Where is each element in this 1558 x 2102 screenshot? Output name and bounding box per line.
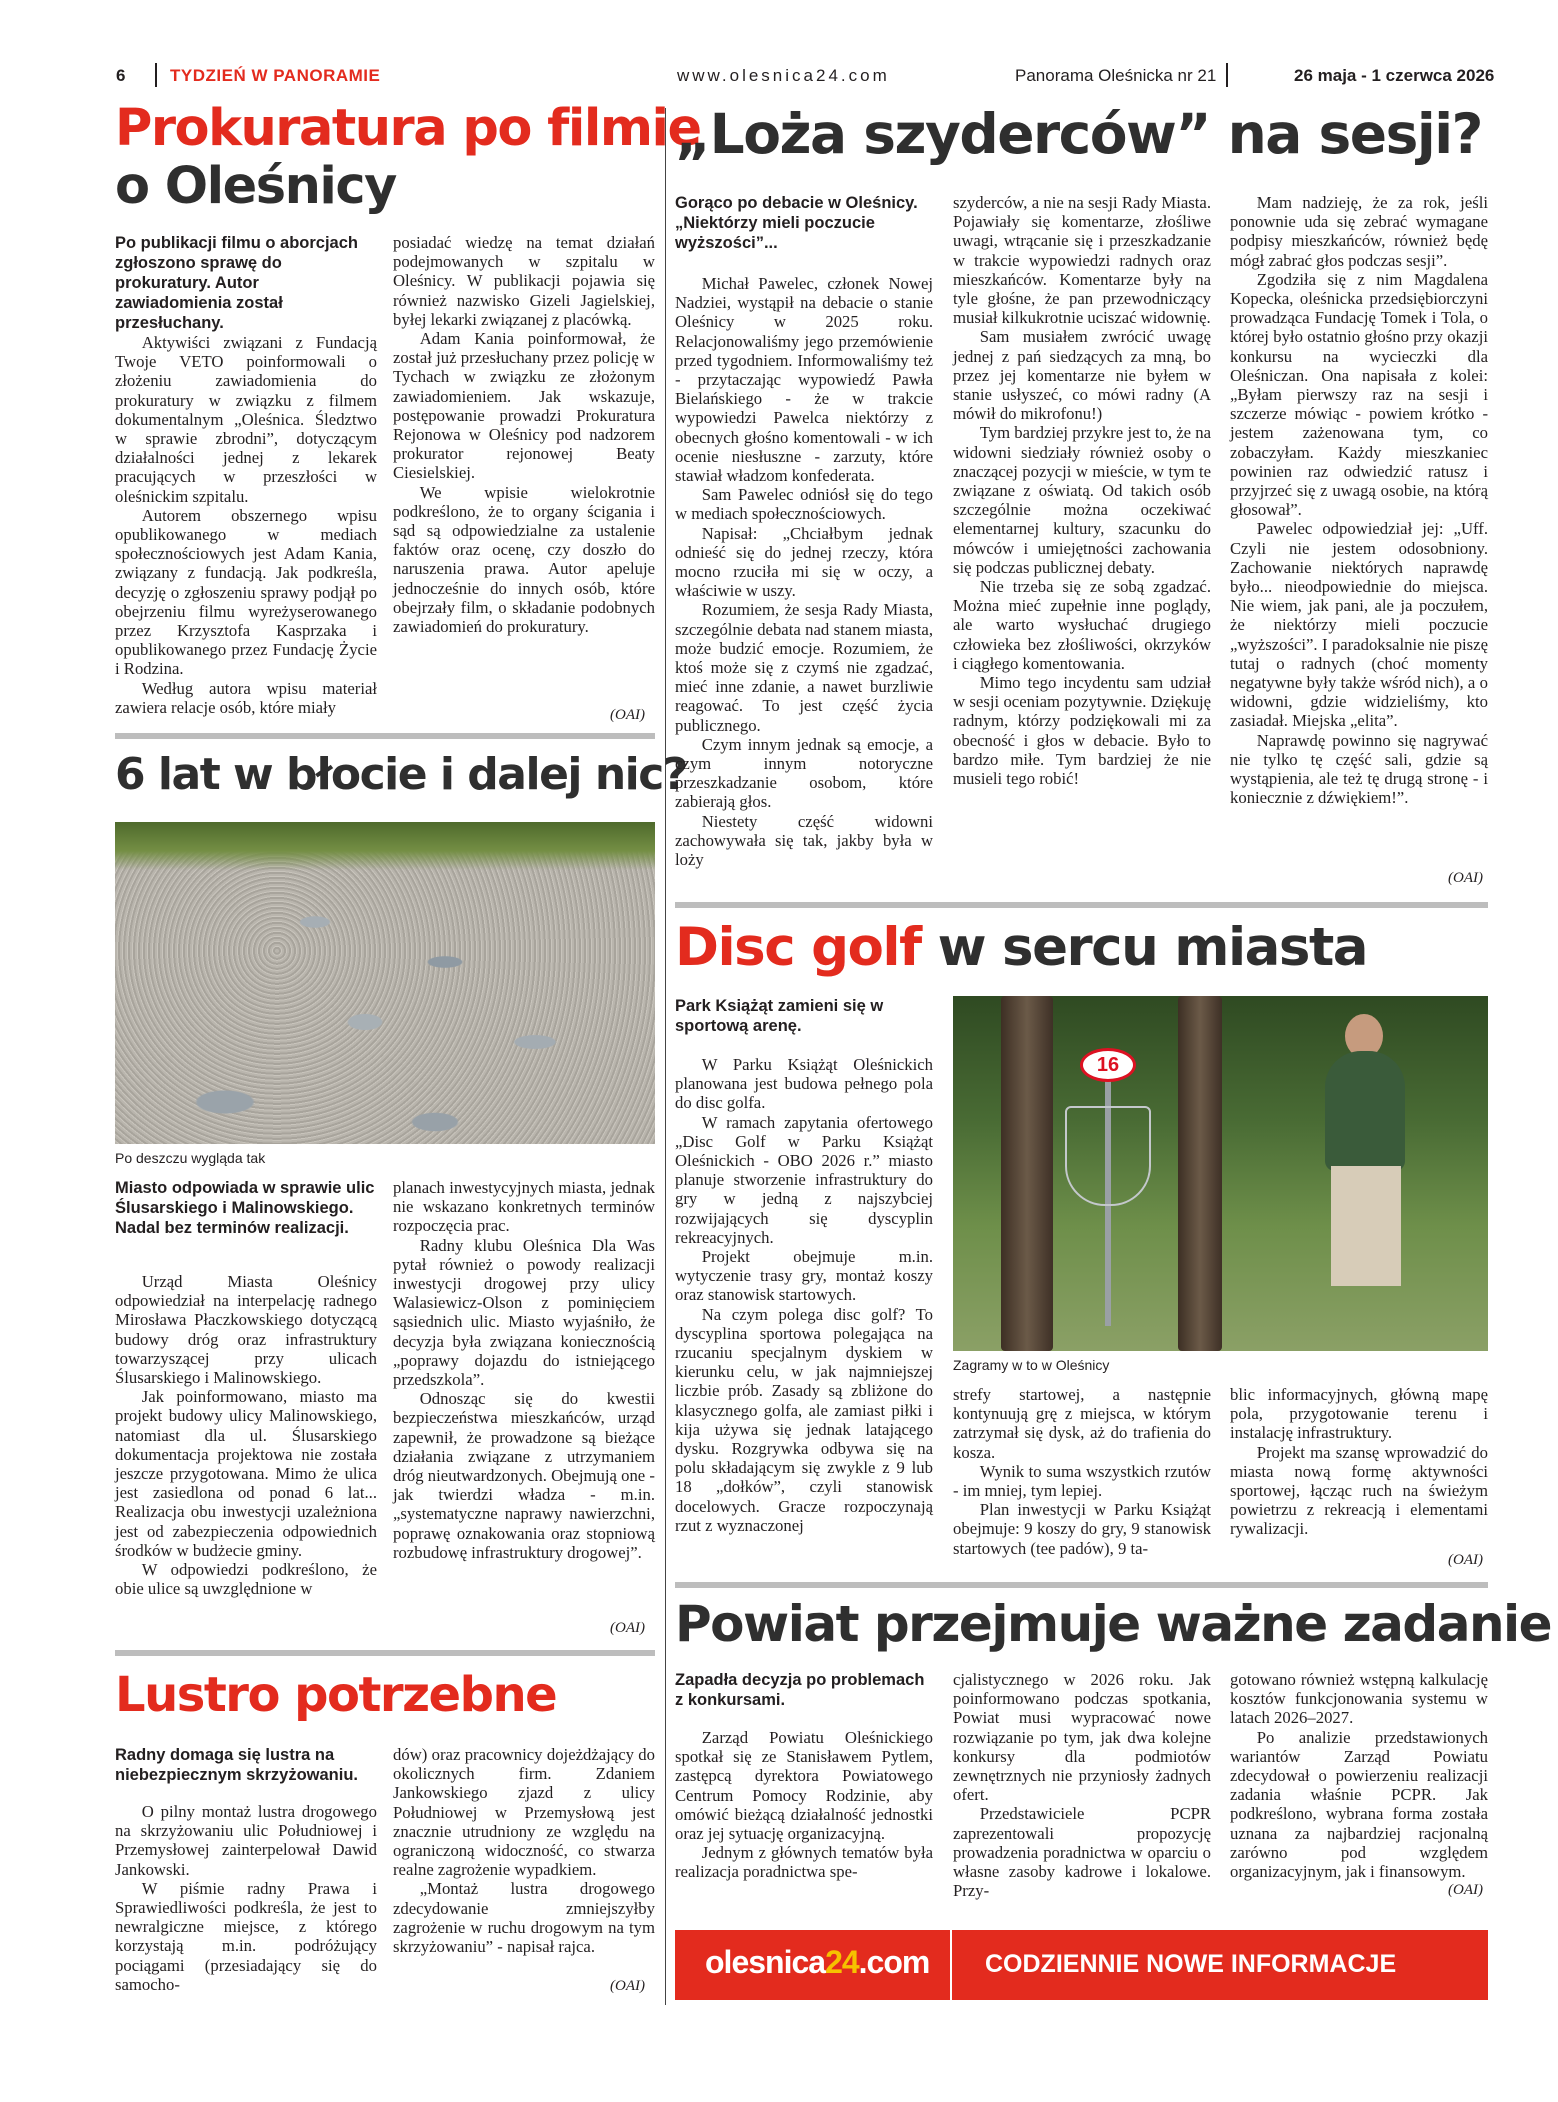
paragraph: dów) oraz pracownicy dojeżdżający do okolicznych firm. Zdaniem Jankowskiego zjazd z ulicy Południowej w Przemysłową jest znacznie utrudniony ze względu na ograniczoną widoczność, co stwarza realne zagrożenie wypadkiem. [393,1745,655,1880]
page-number: 6 [116,66,126,85]
section-rule [115,1650,655,1656]
paragraph: W Parku Książąt Oleśnickich planowana jest budowa pełnego pola do disc golfa. [675,1055,933,1113]
hole-number-sign: 16 [1080,1048,1136,1082]
issue-date: 26 maja - 1 czerwca 2026 [1294,66,1495,85]
article-column [1230,1670,1488,1881]
lead-blocie: Miasto odpowiada w sprawie ulic Ślusarskiego i Malinowskiego. Nadal bez terminów realizacji. [115,1179,375,1237]
banner-url-part: olesnica [705,1944,826,1980]
article-column [675,1055,933,1535]
headline-disc-golf-red: Disc golf [675,917,921,978]
disc-golf-photo [953,996,1488,1351]
article-column [675,1728,933,1882]
banner-url-part: .com [858,1944,930,1980]
photo-caption: Zagramy w to w Oleśnicy [953,1357,1110,1373]
banner-url-accent: 24 [825,1944,859,1980]
article-column [115,1802,377,1994]
paragraph: Napisał: „Chciałbym jednak odnieść się do jednej rzeczy, która mocno rzuciła mi się w oczy, a właściwie w uszy. [675,523,933,601]
paragraph: Autorem obszernego wpisu opublikowanego w mediach społecznościowych jest Adam Kania, związany z fundacją. Jak podkreśla, decyzję o zgłoszeniu sprawy podjął po obejrzeniu filmu wyreżyserowanego przez Krzysztofa Kasprzaka i opublikowanego przez Fundację Życie i Rodzina. [115,505,377,679]
lead-powiat: Zapadła decyzja po problemach z konkursami. [675,1671,925,1709]
paragraph: strefy startowej, a następnie kontynuują grę z miejsca, w którym zatrzymał się dysk, aż do trafienia do kosza. [953,1385,1211,1462]
paragraph: Projekt obejmuje m.in. wytyczenie trasy gry, montaż koszy oraz stanowisk startowych. [675,1247,933,1305]
paragraph: Mam nadzieję, że za rok, jeśli ponownie uda się zebrać wymagane podpisy mieszkańców, również będę mógł zabrać głos podczas sesji”. [1230,193,1488,270]
paragraph: Niestety część widowni zachowywała się tak, jakby była w loży [675,811,933,870]
paragraph: Wynik to suma wszystkich rzutów - im mniej, tym lepiej. [953,1461,1211,1501]
paragraph: Zgodziła się z nim Magdalena Kopecka, oleśnicka przedsiębiorczyni prowadząca Fundację Tomek i Tola, o której było ostatnio głośno przy okazji konkursu na wycieczki dla Oleśniczan. Ona napisała z kolei: „Byłam pierwszy raz na sesji i szczerze mówiąc - powiem krótko - jestem zażenowana tym, co zobaczyłam. Każdy mieszkaniec powinien raz odwiedzić ratusz i przyjrzeć się z uwagą osobie, na którą głosował”. [1230,269,1488,520]
paragraph: Zarząd Powiatu Oleśnickiego spotkał się ze Stanisławem Pytlem, zastępcą dyrektora Powiatowego Centrum Pomocy Rodzinie, aby omówić bieżącą działalność jednostki oraz jej sytuację organizacyjną. [675,1728,933,1844]
paragraph: Pawelec odpowiedział jej: „Uff. Czyli nie jestem odosobniony. Zachowanie niektórych naprawdę było... nieodpowiednie do miejsca. Nie wiem, jak pani, ale ja poczułem, że niektórzy mieli poczucie „wyższości”. I paradoksalnie nie piszę tutaj o radnych (choć momenty negatywne były także wśród nich), a o widowni, gdzie widzieliśmy, kto zasiadał. Miejska „elita”. [1230,519,1488,731]
signature: (OAI) [1448,1552,1483,1568]
signature: (OAI) [1448,1882,1483,1898]
paragraph: posiadać wiedzę na temat działań podejmowanych w szpitalu w Oleśnicy. W publikacji pojawia się również nazwisko Gizeli Jagielskiej, byłej lekarki związanej z placówką. [393,233,655,329]
section-rule [115,733,655,739]
paragraph: Według autora wpisu materiał zawiera relacje osób, które miały [115,678,377,717]
lead-lustro: Radny domaga się lustra na niebezpiecznym skrzyżowaniu. [115,1746,358,1784]
paragraph: Po analizie przedstawionych wariantów Zarząd Powiatu zdecydował o powierzeniu realizacji zadania właśnie PCPR. Jak podkreślono, wybrana forma została uznana za najbardziej racjonalną zarówno pod względem organizacyjnym, jak i finansowym. [1230,1727,1488,1882]
grass-strip [115,822,655,870]
paragraph: Na czym polega disc golf? To dyscyplina sportowa polegająca na rzucaniu specjalnym dyskiem w kierunku celu, w jak najmniejszej liczbie prób. Zasady są zbliżone do klasycznego golfa, ale zamiast piłki i kija używa się jednak latającego dysku. Rozgrywka odbywa się na polu składającym się zwykle z 9 lub 18 „dołków”, czyli stanowisk docelowych. Gracze rozpoczynają rzut z wyznaczonej [675,1304,933,1535]
article-column [393,1745,655,1956]
headline-blocie: 6 lat w błocie i dalej nic? [115,749,687,800]
player [1325,1051,1405,1171]
paragraph: W piśmie radny Prawa i Sprawiedliwości podkreśla, że jest to newralgiczne miejsce, z którego korzystają m.in. podróżujący pociągami (przesiadający się do samocho- [115,1878,377,1994]
article-column [953,1670,1211,1900]
signature: (OAI) [610,1620,645,1636]
article-column [1230,193,1488,808]
paragraph: Michał Pawelec, członek Nowej Nadziei, wystąpił na debacie o stanie Oleśnicy w 2025 roku. Relacjonowaliśmy jego przemówienie przed tygodniem. Informowaliśmy też - przytaczając wypowiedź Pawła Bielańskiego - że w trakcie wypowiedzi Pawelca niektórzy z obecnych głośno komentowali - w ich ocenie niesłuszne - zarzuty, które stawiał władzom konfederata. [675,274,933,486]
lead-disc-golf: Park Książąt zamieni się w sportową arenę. [675,997,884,1035]
road-photo [115,822,655,1144]
paragraph: Plan inwestycji w Parku Książąt obejmuje: 9 koszy do gry, 9 stanowisk startowych (tee padów), 9 ta- [953,1500,1211,1558]
article-column [115,333,377,717]
article-column [393,1178,655,1562]
header-divider [155,63,157,87]
section-rule [675,1582,1488,1588]
article-column [675,274,933,869]
paragraph: Rozumiem, że sesja Rady Miasta, szczególnie debata nad stanem miasta, może budzić emocje. Rozumiem, że ktoś może się z czymś nie zgadzać, mieć inne zdanie, a nawet burzliwie reagować. To jest część życia publicznego. [675,600,933,735]
page-header [0,60,1558,92]
player-legs [1331,1166,1401,1286]
article-column [953,1385,1211,1558]
headline-prokuratura-2: o Oleśnicy [115,157,396,216]
paragraph: Nie trzeba się ze sobą zgadzać. Można mieć zupełnie inne poglądy, ale warto wysłuchać drugiego człowieka bez złośliwości, okrzyków i ciągłego komentowania. [953,577,1211,673]
signature: (OAI) [1448,870,1483,886]
paragraph: Odnosząc się do kwestii bezpieczeństwa mieszkańców, urząd zapewnił, że prowadzone są bieżące działania związane z utrzymaniem dróg nieutwardzonych. Obejmują one - jak twierdzi władza - m.in. „systematyczne naprawy nawierzchni, poprawę oznakowania oraz stopniową rozbudowę infrastruktury drogowej”. [393,1389,655,1562]
paragraph: blic informacyjnych, główną mapę pola, przygotowanie terenu i instalację infrastruktury. [1230,1385,1488,1443]
signature: (OAI) [610,707,645,723]
tree-trunk [1178,996,1222,1351]
paragraph: Radny klubu Oleśnica Dla Was pytał również o powody realizacji inwestycji drogowej przy ulicy Walasiewicz-Olson z pominięciem sąsiednich ulic. Miasto wyjaśniło, że decyzja była związana koniecznością „poprawy dojazdu do istniejącego przedszkola”. [393,1235,655,1390]
article-column [1230,1385,1488,1539]
paragraph: cjalistycznego w 2026 roku. Jak poinformowano podczas spotkania, Powiat musi wypracować nowe rozwiązanie po tym, jak dwa kolejne konkursy dla podmiotów zewnętrznych nie przyniosły żadnych ofert. [953,1670,1211,1805]
lead-loza: Gorąco po debacie w Oleśnicy. „Niektórzy mieli poczucie wyższości”... [675,194,918,252]
paragraph: O pilny montaż lustra drogowego na skrzyżowaniu ulic Południowej i Przemysłowej zainterpelował Dawid Jankowski. [115,1802,377,1879]
banner-slogan: CODZIENNIE NOWE INFORMACJE [985,1950,1397,1978]
section-title: TYDZIEŃ W PANORAMIE [170,66,381,85]
signature: (OAI) [610,1978,645,1994]
paragraph: Sam Pawelec odniósł się do tego w mediach społecznościowych. [675,485,933,524]
headline-powiat: Powiat przejmuje ważne zadanie [675,1595,1552,1653]
article-column [393,233,655,636]
paragraph: Mimo tego incydentu sam udział w sesji oceniam pozytywnie. Dziękuję radnym, którzy podziękowali mi za obecność i głos w debacie. Było to bardzo miłe. Tym bardziej że nie musieli tego robić! [953,673,1211,789]
headline-lustro: Lustro potrzebne [115,1667,557,1723]
paragraph: Projekt ma szansę wprowadzić do miasta nową formę aktywności sportowej, łącząc ruch na świeżym powietrzu z rekreacją i elementami rywalizacji. [1230,1442,1488,1539]
disc-golf-basket [1065,1106,1151,1206]
paragraph: Aktywiści związani z Fundacją Twoje VETO poinformowali o złożeniu zawiadomienia do prokuratury w związku z filmem dokumentalnym „Oleśnica. Śledztwo w sprawie zbrodni”, dotyczącym działalności jednej z lekarek pracujących w przeszłości w oleśnickim szpitalu. [115,333,377,506]
paragraph: W odpowiedzi podkreślono, że obie ulice są uwzględnione w [115,1560,377,1599]
article-column [115,1272,377,1598]
paragraph: planach inwestycyjnych miasta, jednak nie wskazano konkretnych terminów rozpoczęcia prac. [393,1178,655,1236]
paragraph: Przedstawiciele PCPR zaprezentowali propozycję prowadzenia poradnictwa w oparciu o własne zasoby kadrowe i lokalowe. Przy- [953,1804,1211,1901]
headline-prokuratura: Prokuratura po filmie [115,99,701,158]
headline-disc-golf [675,917,1368,978]
article-column [953,193,1211,788]
column-divider [665,108,666,2005]
issue-label: Panorama Oleśnicka nr 21 [1015,66,1217,85]
paragraph: szyderców, a nie na sesji Rady Miasta. Pojawiały się komentarze, złośliwe uwagi, wtrącanie się i przeszkadzanie w trakcie wypowiedzi radnych oraz mieszkańców. Komentarze były na tyle głośne, że pan przewodniczący musiał kilkukrotnie uciszać widownię. [953,193,1211,328]
photo-caption: Po deszczu wygląda tak [115,1150,266,1166]
headline-disc-golf-dark: w sercu miasta [937,917,1368,978]
paragraph: Jednym z głównych tematów była realizacja poradnictwa spe- [675,1843,933,1882]
paragraph: Tym bardziej przykre jest to, że na widowni siedziały również osoby o znaczącej pozycji w mieście, w tym te związane z oświatą. Od takich osób szczególnie można oczekiwać elementarnej kultury, szacunku do mówców i umiejętności zachowania się podczas publicznej debaty. [953,423,1211,577]
section-rule [675,902,1488,908]
headline-loza: „Loża szyderców” na sesji? [675,102,1482,166]
paragraph: We wpisie wielokrotnie podkreślono, że to organy ścigania i sąd są odpowiedzialne za ustalenie faktów oraz ocenę, czy doszło do naruszenia prawa. Autor apeluje jednocześnie do innych osób, które obejrzały film, o składanie podobnych zawiadomień do prokuratury. [393,482,655,637]
paragraph: Sam musiałem zwrócić uwagę jednej z pań siedzących za mną, bo przez jej komentarze nie byłem w stanie usłyszeć, co mówi radny (A mówił do mikrofonu!) [953,327,1211,424]
paragraph: Adam Kania poinformował, że został już przesłuchany przez policję w Tychach w związku ze złożonym zawiadomieniem. Jak wskazuje, postępowanie prowadzi Prokuratura Rejonowa w Oleśnicy pod nadzorem prokurator rejonowej Beaty Ciesielskiej. [393,329,655,483]
paragraph: Naprawdę powinno się nagrywać nie tylko tę część sali, gdzie są wystąpienia, ale też tę drugą stronę - i koniecznie z dźwiękiem!”. [1230,730,1488,808]
paragraph: „Montaż lustra drogowego zdecydowanie zmniejszyłby zagrożenie w ruchu drogowym na tym skrzyżowaniu” - napisał rajca. [393,1879,655,1957]
paragraph: Urząd Miasta Oleśnicy odpowiedział na interpelację radnego Mirosława Płaczkowskiego dotyczącą budowy dróg oraz infrastruktury towarzyszącej przy ulicach Ślusarskiego i Malinowskiego. [115,1272,377,1388]
paragraph: Czym innym jednak są emocje, a czym innym notoryczne przeszkadzanie osobom, które zabierają głos. [675,734,933,812]
header-url[interactable]: www.olesnica24.com [677,66,890,85]
paragraph: Jak poinformowano, miasto ma projekt budowy ulicy Malinowskiego, natomiast dla ul. Ślusarskiego dokumentacja projektowa nie została jeszcze przygotowana. Mimo że ulica jest zasiedlona od ponad 6 lat... Realizacja obu inwestycji uzależniona jest od zabezpieczenia odpowiednich środków w budżecie gminy. [115,1387,377,1560]
promo-banner[interactable] [675,1930,1488,2000]
lead-prokuratura: Po publikacji filmu o aborcjach zgłoszono sprawę do prokuratury. Autor zawiadomienia został przesłuchany. [115,234,358,332]
paragraph: W ramach zapytania ofertowego „Disc Golf w Parku Książąt Oleśnickich - OBO 2026 r.” miasto planuje stworzenie infrastruktury do gry w jedną z najszybciej rozwijających się dyscyplin rekreacyjnych. [675,1112,933,1247]
banner-url[interactable] [705,1944,929,1981]
tree-trunk [1001,996,1053,1351]
banner-divider [950,1930,952,2000]
header-divider [1226,63,1228,87]
paragraph: gotowano również wstępną kalkulację kosztów funkcjonowania systemu w latach 2026–2027. [1230,1670,1488,1728]
